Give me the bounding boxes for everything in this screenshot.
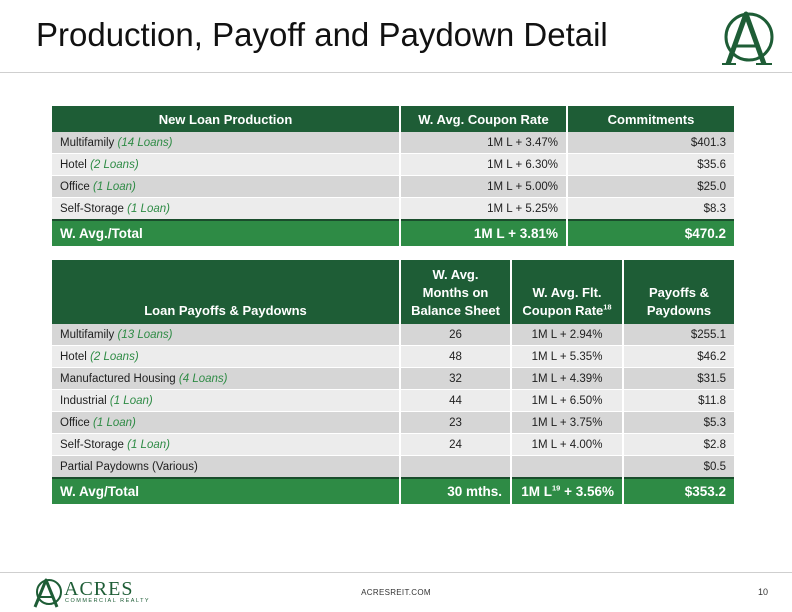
row-amount: $5.3: [623, 412, 734, 434]
total-commitments: $470.2: [567, 220, 734, 246]
row-label: Self-Storage (1 Loan): [52, 198, 400, 221]
row-amount: $46.2: [623, 346, 734, 368]
row-rate: 1M L + 5.25%: [400, 198, 567, 221]
brand-name: ACRES: [64, 578, 134, 600]
row-commitments: $35.6: [567, 154, 734, 176]
row-amount: $11.8: [623, 390, 734, 412]
row-label: Multifamily (13 Loans): [52, 324, 400, 346]
loan-payoffs-paydowns-table: [52, 260, 734, 504]
table-row: [52, 368, 734, 390]
table-row: [52, 390, 734, 412]
row-label: Office (1 Loan): [52, 412, 400, 434]
row-rate: 1M L + 4.39%: [511, 368, 623, 390]
page-number: 10: [757, 587, 768, 597]
total-rate: 1M $L^{19} + 3.56\%$: [511, 478, 623, 504]
row-months: 23: [400, 412, 511, 434]
row-months: 24: [400, 434, 511, 456]
table-row: [52, 176, 734, 198]
col-header-coupon-rate: W. Avg. Coupon Rate: [400, 106, 567, 132]
table-header-row: [52, 106, 734, 132]
row-months: 32: [400, 368, 511, 390]
row-amount: $2.8: [623, 434, 734, 456]
row-rate: 1M L + 4.00%: [511, 434, 623, 456]
row-label: Industrial (1 Loan): [52, 390, 400, 412]
brand-subtitle: COMMERCIAL REALTY: [65, 598, 151, 604]
row-commitments: $401.3: [567, 132, 734, 154]
col-header-new-loan-production: New Loan Production: [52, 106, 400, 132]
title-divider: [0, 72, 792, 73]
row-rate: 1M L + 5.00%: [400, 176, 567, 198]
row-rate: 1M L + 6.30%: [400, 154, 567, 176]
table-row: [52, 324, 734, 346]
col-header-commitments: Commitments: [567, 106, 734, 132]
table-row: [52, 154, 734, 176]
row-label: Hotel (2 Loans): [52, 154, 400, 176]
row-label: Manufactured Housing (4 Loans): [52, 368, 400, 390]
row-commitments: $8.3: [567, 198, 734, 221]
col-header-loan-payoffs: Loan Payoffs & Paydowns: [52, 260, 400, 324]
total-label: W. Avg./Total: [52, 220, 400, 246]
table-row: [52, 412, 734, 434]
row-months: 48: [400, 346, 511, 368]
row-rate: 1M L + 3.75%: [511, 412, 623, 434]
col-header-months: W. Avg. Months on Balance Sheet: [400, 260, 511, 324]
row-amount: $31.5: [623, 368, 734, 390]
footnote-marker: 18: [603, 302, 612, 312]
row-rate: 1M L + 2.94%: [511, 324, 623, 346]
row-rate: [511, 456, 623, 479]
total-label: W. Avg/Total: [52, 478, 400, 504]
row-label: Partial Paydowns (Various): [52, 456, 400, 479]
total-amount: $353.2: [623, 478, 734, 504]
table-header-row: [52, 260, 734, 324]
page-title: Production, Payoff and Paydown Detail: [36, 16, 608, 53]
row-label: Self-Storage (1 Loan): [52, 434, 400, 456]
new-loan-production-table: [52, 106, 734, 246]
col-header-payoffs-paydowns: Payoffs & Paydowns: [623, 260, 734, 324]
total-rate: 1M L + 3.81%: [400, 220, 567, 246]
total-months: 30 mths.: [400, 478, 511, 504]
row-amount: $255.1: [623, 324, 734, 346]
acres-logo-icon: [718, 6, 776, 68]
table-row: [52, 132, 734, 154]
row-amount: $0.5: [623, 456, 734, 479]
row-rate: 1M L + 5.35%: [511, 346, 623, 368]
table-row: [52, 346, 734, 368]
row-months: 44: [400, 390, 511, 412]
row-commitments: $25.0: [567, 176, 734, 198]
table-row: [52, 456, 734, 479]
total-row: [52, 220, 734, 246]
row-months: 26: [400, 324, 511, 346]
footnote-marker: 19: [551, 483, 561, 493]
footer-url[interactable]: ACRESREIT.COM: [361, 588, 431, 597]
total-row: [52, 478, 734, 504]
row-rate: 1M L + 3.47%: [400, 132, 567, 154]
col-header-flt-coupon-rate: W. Avg. Flt. Coupon Rate$^{18}$: [511, 260, 623, 324]
footer-divider: [0, 572, 792, 573]
row-label: Office (1 Loan): [52, 176, 400, 198]
table-row: [52, 434, 734, 456]
table-row: [52, 198, 734, 221]
row-label: Multifamily (14 Loans): [52, 132, 400, 154]
row-months: [400, 456, 511, 479]
row-label: Hotel (2 Loans): [52, 346, 400, 368]
row-rate: 1M L + 6.50%: [511, 390, 623, 412]
